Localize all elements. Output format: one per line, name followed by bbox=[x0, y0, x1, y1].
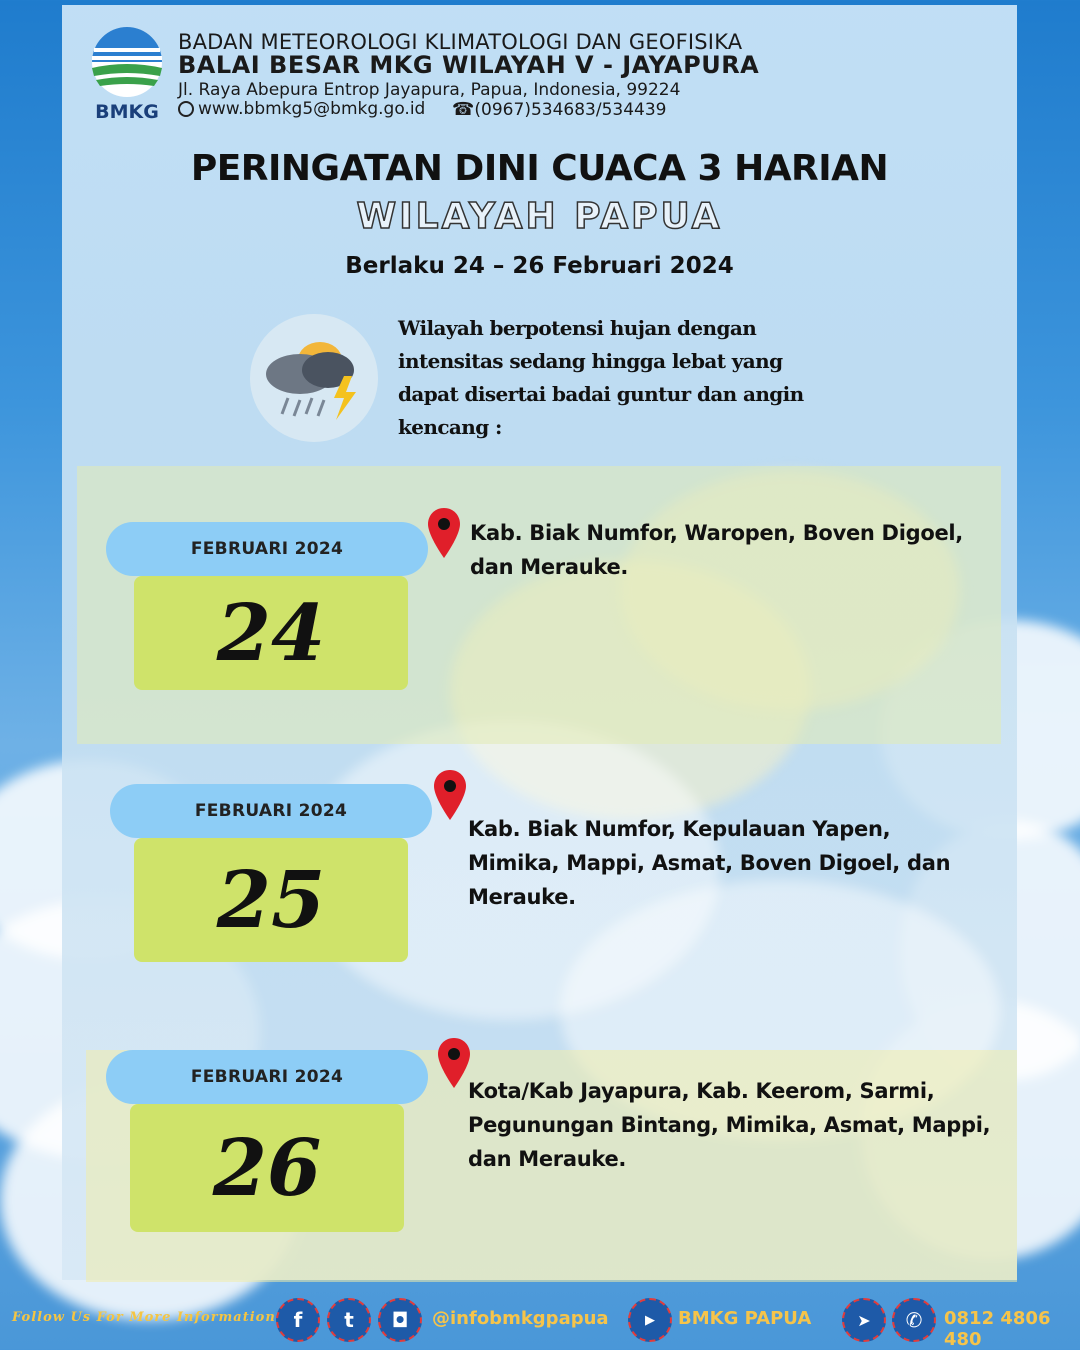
day-number: 26 bbox=[130, 1104, 404, 1232]
telegram-icon[interactable]: ➤ bbox=[842, 1298, 886, 1342]
youtube-icon[interactable]: ▶ bbox=[628, 1298, 672, 1342]
office-name: BALAI BESAR MKG WILAYAH V - JAYAPURA bbox=[178, 51, 760, 79]
telephone-icon: ☎ bbox=[452, 99, 475, 120]
location-list bbox=[468, 812, 950, 914]
location-line: Pegunungan Bintang, Mimika, Asmat, Mappi, bbox=[468, 1113, 991, 1137]
location-list bbox=[470, 516, 963, 584]
twitter-icon[interactable]: t bbox=[327, 1298, 371, 1342]
instagram-icon[interactable]: ◘ bbox=[378, 1298, 422, 1342]
location-line: dan Merauke. bbox=[470, 555, 629, 579]
thunderstorm-icon bbox=[248, 312, 380, 444]
valid-period: Berlaku 24 – 26 Februari 2024 bbox=[345, 253, 734, 279]
location-line: Kota/Kab Jayapura, Kab. Keerom, Sarmi, bbox=[468, 1079, 935, 1103]
month-badge: FEBRUARI 2024 bbox=[106, 1050, 428, 1104]
address: Jl. Raya Abepura Entrop Jayapura, Papua, Indonesia, 99224 bbox=[178, 80, 681, 100]
day-number: 25 bbox=[134, 838, 408, 962]
location-line: Mimika, Mappi, Asmat, Boven Digoel, dan bbox=[468, 851, 951, 875]
location-pin-icon bbox=[432, 768, 468, 822]
web-address[interactable]: www.bbmkg5@bmkg.go.id bbox=[198, 99, 426, 119]
location-pin-icon bbox=[436, 1036, 472, 1090]
phone-number[interactable]: (0967)534683/534439 bbox=[474, 100, 667, 120]
month-badge: FEBRUARI 2024 bbox=[110, 784, 432, 838]
logo-text: BMKG bbox=[95, 101, 159, 122]
globe-icon bbox=[178, 101, 194, 117]
instagram-handle[interactable]: @infobmkgpapua bbox=[432, 1308, 609, 1329]
location-line: Kab. Biak Numfor, Waropen, Boven Digoel, bbox=[470, 521, 963, 545]
follow-text: Follow Us For More Information bbox=[12, 1310, 276, 1325]
warning-description: Wilayah berpotensi hujan dengan intensitas sedang hingga lebat yang dapat disertai badai guntur dan angin kencang : bbox=[398, 316, 804, 439]
location-line: dan Merauke. bbox=[468, 1147, 627, 1171]
bmkg-logo bbox=[88, 26, 166, 122]
location-line: Merauke. bbox=[468, 885, 576, 909]
phone-icon[interactable]: ✆ bbox=[892, 1298, 936, 1342]
location-pin-icon bbox=[426, 506, 462, 560]
youtube-channel[interactable]: BMKG PAPUA bbox=[678, 1308, 812, 1329]
day-number: 24 bbox=[134, 576, 408, 690]
region-subtitle: WILAYAH PAPUA bbox=[356, 196, 723, 237]
location-list bbox=[468, 1074, 990, 1176]
month-badge: FEBRUARI 2024 bbox=[106, 522, 428, 576]
facebook-icon[interactable]: f bbox=[276, 1298, 320, 1342]
agency-name: BADAN METEOROLOGI KLIMATOLOGI DAN GEOFISIKA bbox=[178, 30, 743, 54]
footer-phone[interactable]: 0812 4806 480 bbox=[944, 1308, 1051, 1350]
location-line: Kab. Biak Numfor, Kepulauan Yapen, bbox=[468, 817, 891, 841]
page-title: PERINGATAN DINI CUACA 3 HARIAN bbox=[190, 148, 889, 189]
phone-contact bbox=[452, 99, 666, 120]
web-contact bbox=[178, 99, 425, 119]
